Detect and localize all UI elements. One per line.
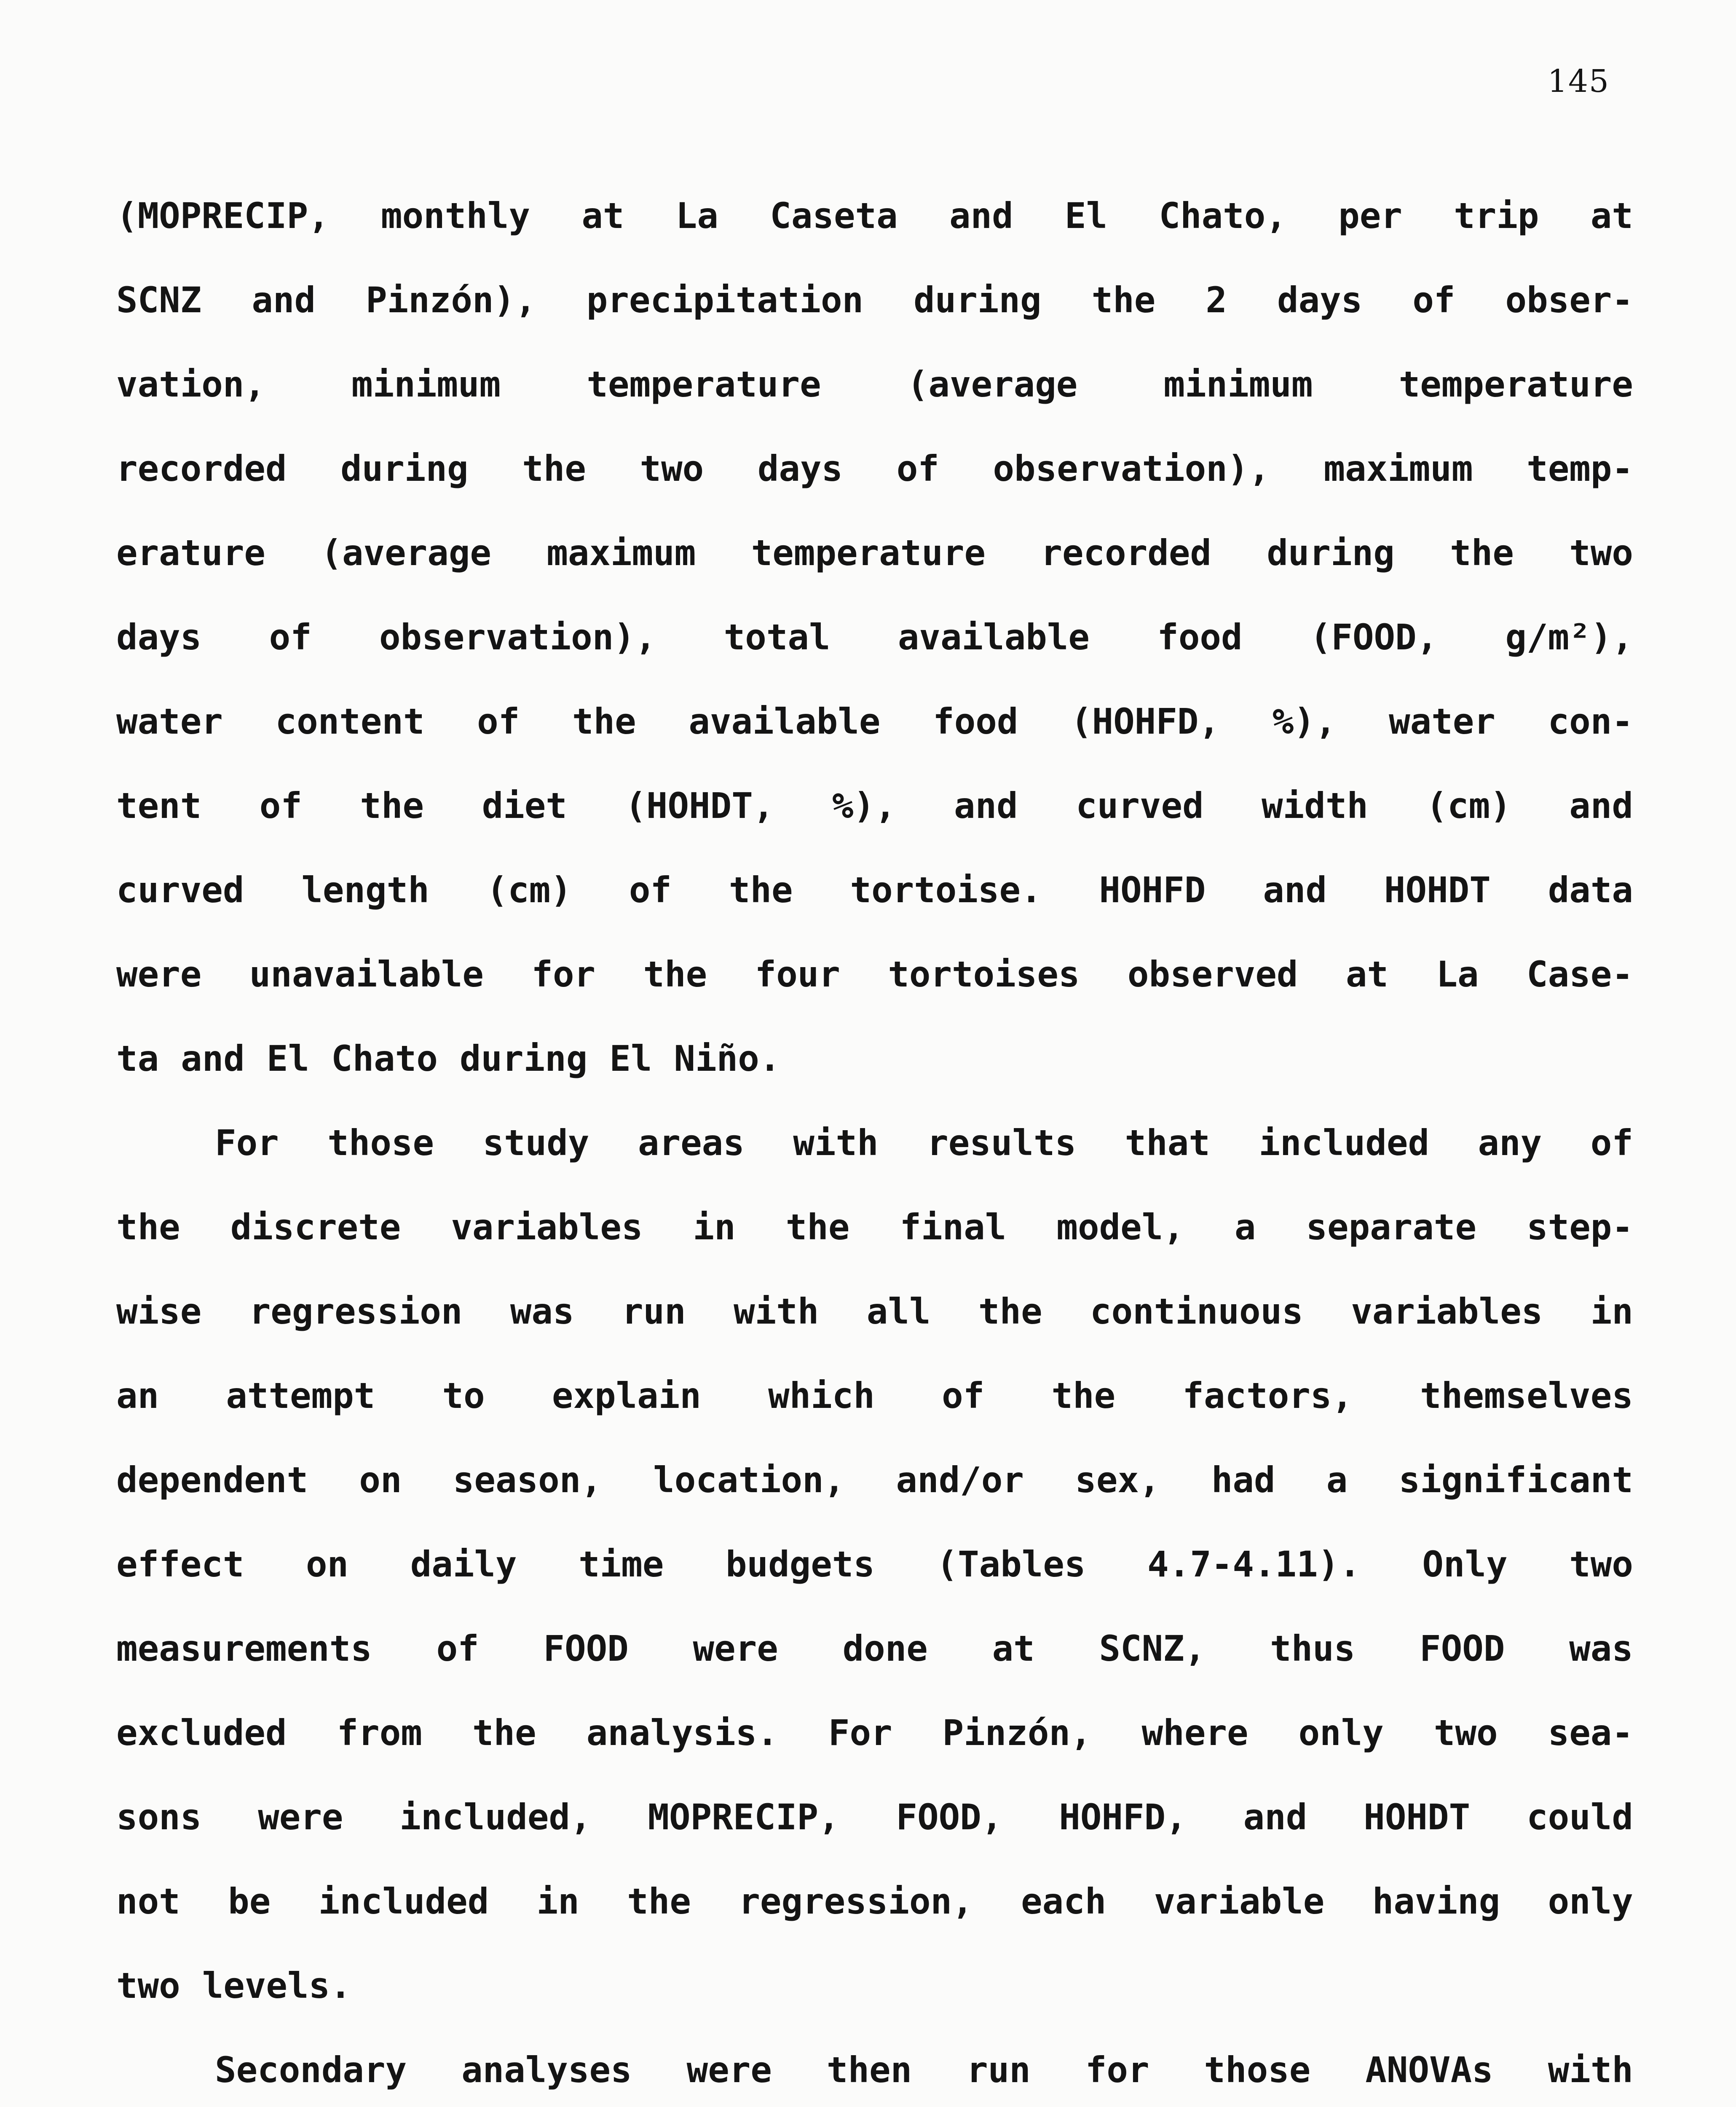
- word: could: [1527, 1796, 1633, 1838]
- word: with: [1548, 2049, 1633, 2091]
- word: temperature: [587, 364, 821, 405]
- word: (cm): [486, 869, 572, 911]
- word: of: [942, 1375, 985, 1416]
- word: during: [1267, 532, 1395, 574]
- word: g/m²),: [1505, 617, 1633, 658]
- word: El: [1065, 195, 1108, 236]
- word: Pinzón),: [366, 279, 536, 321]
- word: trip: [1454, 195, 1539, 236]
- word: during: [340, 448, 469, 489]
- word: observation),: [993, 448, 1270, 489]
- word: ta: [116, 1038, 159, 1079]
- word: with: [734, 1291, 819, 1332]
- word: of: [436, 1628, 479, 1669]
- word: of: [259, 785, 302, 826]
- word: only: [1298, 1712, 1384, 1753]
- word: and: [954, 785, 1018, 826]
- word: Niño.: [674, 1038, 781, 1079]
- word: water: [1389, 701, 1495, 742]
- word: Chato,: [1159, 195, 1287, 236]
- word: were: [258, 1796, 343, 1838]
- word: data: [1548, 869, 1633, 911]
- word: and/or: [896, 1459, 1024, 1501]
- word: con-: [1548, 701, 1633, 742]
- word: two: [1433, 1712, 1498, 1753]
- word: was: [1569, 1628, 1633, 1669]
- word: diet: [482, 785, 567, 826]
- word: observation),: [379, 617, 656, 658]
- word: done: [842, 1628, 928, 1669]
- word: final: [900, 1206, 1007, 1248]
- word: those: [1204, 2049, 1311, 2091]
- word: which: [768, 1375, 875, 1416]
- word: sea-: [1548, 1712, 1633, 1753]
- word: had: [1211, 1459, 1275, 1501]
- word: separate: [1306, 1206, 1477, 1248]
- text-line: [116, 2049, 1633, 2107]
- text-line: [116, 1122, 1633, 1209]
- word: with: [793, 1122, 879, 1163]
- word: excluded: [116, 1712, 287, 1753]
- text-line: [116, 1544, 1633, 1631]
- word: budgets: [725, 1544, 875, 1585]
- text-line: [116, 1712, 1633, 1799]
- word: El: [609, 1038, 652, 1079]
- word: temp-: [1527, 448, 1633, 489]
- word: (HOHDT,: [625, 785, 774, 826]
- word: available: [689, 701, 881, 742]
- word: FOOD: [543, 1628, 629, 1669]
- word: and: [1263, 869, 1327, 911]
- word: effect: [116, 1544, 244, 1585]
- word: and: [252, 279, 316, 321]
- word: four: [755, 954, 840, 995]
- word: location,: [653, 1459, 845, 1501]
- word: the: [643, 954, 707, 995]
- word: results: [927, 1122, 1077, 1163]
- word: of: [269, 617, 312, 658]
- word: factors,: [1182, 1375, 1353, 1416]
- word: model,: [1056, 1206, 1184, 1248]
- word: regression: [249, 1291, 463, 1332]
- word: available: [897, 617, 1090, 658]
- word: two: [116, 1965, 180, 2006]
- word: all: [866, 1291, 931, 1332]
- word: 2: [1206, 279, 1227, 321]
- word: the: [1091, 279, 1156, 321]
- word: areas: [638, 1122, 745, 1163]
- word: minimum: [1163, 364, 1313, 405]
- word: recorded: [116, 448, 287, 489]
- word: La: [1436, 954, 1479, 995]
- word: time: [579, 1544, 664, 1585]
- word: per: [1338, 195, 1402, 236]
- word: FOOD: [1420, 1628, 1505, 1669]
- word: analyses: [461, 2049, 632, 2091]
- word: days: [757, 448, 843, 489]
- word: to: [442, 1375, 485, 1416]
- word: of: [1412, 279, 1455, 321]
- word: analysis.: [586, 1712, 778, 1753]
- word: total: [723, 617, 830, 658]
- word: a: [1234, 1206, 1256, 1248]
- word: from: [337, 1712, 422, 1753]
- word: Caseta: [770, 195, 898, 236]
- word: days: [1277, 279, 1363, 321]
- word: unavailable: [249, 954, 484, 995]
- word: food: [1157, 617, 1243, 658]
- word: at: [1345, 954, 1389, 995]
- word: not: [116, 1881, 180, 1922]
- word: season,: [453, 1459, 602, 1501]
- text-line: [116, 1291, 1633, 1378]
- word: monthly: [381, 195, 530, 236]
- text-line: [116, 869, 1633, 957]
- word: Case-: [1527, 954, 1633, 995]
- text-line: [116, 1796, 1633, 1884]
- word: vation,: [116, 364, 266, 405]
- word: El: [266, 1038, 310, 1079]
- word: two: [1569, 1544, 1633, 1585]
- text-line: [116, 448, 1633, 535]
- word: Chato: [331, 1038, 438, 1079]
- word: on: [359, 1459, 402, 1501]
- word: dependent: [116, 1459, 308, 1501]
- word: the: [472, 1712, 536, 1753]
- word: having: [1372, 1881, 1500, 1922]
- word: days: [116, 617, 202, 658]
- text-line: [116, 279, 1633, 367]
- word: were: [693, 1628, 778, 1669]
- word: included,: [399, 1796, 592, 1838]
- word: two: [640, 448, 704, 489]
- word: the: [627, 1881, 691, 1922]
- word: FOOD,: [896, 1796, 1003, 1838]
- word: were: [116, 954, 202, 995]
- word: sons: [116, 1796, 202, 1838]
- word: SCNZ,: [1099, 1628, 1206, 1669]
- word: then: [826, 2049, 912, 2091]
- word: the: [1051, 1375, 1116, 1416]
- text-line: [116, 1628, 1633, 1715]
- word: step-: [1527, 1206, 1633, 1248]
- word: discrete: [230, 1206, 401, 1248]
- text-line: [116, 1965, 1633, 2052]
- word: precipitation: [586, 279, 864, 321]
- word: that: [1125, 1122, 1210, 1163]
- word: curved: [116, 869, 244, 911]
- word: For: [828, 1712, 892, 1753]
- word: (cm): [1426, 785, 1511, 826]
- word: temperature: [751, 532, 986, 574]
- word: the: [572, 701, 636, 742]
- word: study: [482, 1122, 589, 1163]
- word: wise: [116, 1291, 202, 1332]
- word: and: [1243, 1796, 1307, 1838]
- word: sex,: [1075, 1459, 1160, 1501]
- text-line: [116, 1038, 1633, 1125]
- word: recorded: [1041, 532, 1211, 574]
- word: of: [477, 701, 520, 742]
- text-line: [116, 954, 1633, 1041]
- text-line: [116, 785, 1633, 872]
- word: for: [1085, 2049, 1149, 2091]
- word: run: [622, 1291, 686, 1332]
- word: maximum: [547, 532, 696, 574]
- word: (MOPRECIP,: [116, 195, 330, 236]
- word: (FOOD,: [1310, 617, 1438, 658]
- word: a: [1326, 1459, 1348, 1501]
- word: significant: [1398, 1459, 1633, 1501]
- word: in: [1590, 1291, 1633, 1332]
- word: and: [1569, 785, 1633, 826]
- word: ANOVAs: [1365, 2049, 1493, 2091]
- word: was: [510, 1291, 574, 1332]
- word: For: [215, 1122, 279, 1163]
- word: Pinzón,: [942, 1712, 1092, 1753]
- word: the: [116, 1206, 180, 1248]
- word: maximum: [1323, 448, 1473, 489]
- word: SCNZ: [116, 279, 202, 321]
- text-line: [116, 364, 1633, 451]
- word: variable: [1154, 1881, 1325, 1922]
- word: La: [675, 195, 718, 236]
- word: %),: [1272, 701, 1337, 742]
- word: MOPRECIP,: [648, 1796, 840, 1838]
- word: an: [116, 1375, 159, 1416]
- word: length: [301, 869, 429, 911]
- text-line: [116, 1206, 1633, 1294]
- word: Only: [1422, 1544, 1508, 1585]
- word: minimum: [351, 364, 501, 405]
- word: be: [228, 1881, 271, 1922]
- word: (Tables: [936, 1544, 1086, 1585]
- word: levels.: [202, 1965, 351, 2006]
- text-line: [116, 619, 1633, 704]
- word: at: [581, 195, 624, 236]
- word: and: [949, 195, 1013, 236]
- word: tortoises: [888, 954, 1080, 995]
- word: (HOHFD,: [1071, 701, 1220, 742]
- word: those: [327, 1122, 434, 1163]
- word: Secondary: [215, 2049, 407, 2091]
- word: curved: [1076, 785, 1204, 826]
- word: during: [459, 1038, 588, 1079]
- word: attempt: [226, 1375, 375, 1416]
- text-line: [116, 1459, 1633, 1547]
- word: in: [536, 1881, 579, 1922]
- word: only: [1548, 1881, 1633, 1922]
- word: the: [785, 1206, 850, 1248]
- word: themselves: [1420, 1375, 1633, 1416]
- word: two: [1569, 532, 1633, 574]
- word: water: [116, 701, 223, 742]
- word: HOHFD,: [1059, 1796, 1187, 1838]
- word: of: [896, 448, 939, 489]
- word: were: [686, 2049, 772, 2091]
- word: food: [933, 701, 1018, 742]
- text-line: [116, 195, 1633, 282]
- word: variables: [451, 1206, 643, 1248]
- word: erature: [116, 532, 266, 574]
- word: in: [693, 1206, 736, 1248]
- word: width: [1262, 785, 1368, 826]
- word: the: [1450, 532, 1514, 574]
- word: the: [360, 785, 424, 826]
- word: the: [522, 448, 586, 489]
- word: HOHDT: [1364, 1796, 1471, 1838]
- word: tortoise.: [850, 869, 1042, 911]
- word: tent: [116, 785, 202, 826]
- word: and: [181, 1038, 245, 1079]
- page-number: 145: [1547, 63, 1610, 99]
- word: of: [1590, 1122, 1633, 1163]
- word: regression,: [739, 1881, 973, 1922]
- word: explain: [552, 1375, 701, 1416]
- text-line: [116, 1375, 1633, 1462]
- word: (average: [907, 364, 1078, 405]
- word: daily: [410, 1544, 517, 1585]
- word: the: [978, 1291, 1042, 1332]
- word: where: [1141, 1712, 1248, 1753]
- word: measurements: [116, 1628, 372, 1669]
- word: HOHFD: [1099, 869, 1206, 911]
- word: thus: [1270, 1628, 1356, 1669]
- word: for: [531, 954, 596, 995]
- word: %),: [832, 785, 896, 826]
- word: the: [729, 869, 793, 911]
- word: of: [629, 869, 672, 911]
- word: run: [967, 2049, 1031, 2091]
- word: at: [1590, 195, 1633, 236]
- word: on: [305, 1544, 349, 1585]
- word: at: [992, 1628, 1035, 1669]
- word: each: [1021, 1881, 1106, 1922]
- word: observed: [1127, 954, 1298, 995]
- word: HOHDT: [1384, 869, 1491, 911]
- word: variables: [1351, 1291, 1543, 1332]
- text-line: [116, 532, 1633, 619]
- word: temperature: [1398, 364, 1633, 405]
- word: during: [914, 279, 1042, 321]
- word: included: [1259, 1122, 1430, 1163]
- word: 4.7-4.11).: [1147, 1544, 1361, 1585]
- text-line: [116, 1881, 1633, 1968]
- body-text: [116, 195, 1633, 2107]
- word: (average: [321, 532, 491, 574]
- word: included: [318, 1881, 489, 1922]
- text-line: [116, 701, 1633, 788]
- word: content: [275, 701, 425, 742]
- word: any: [1478, 1122, 1542, 1163]
- word: continuous: [1090, 1291, 1303, 1332]
- word: obser-: [1505, 279, 1633, 321]
